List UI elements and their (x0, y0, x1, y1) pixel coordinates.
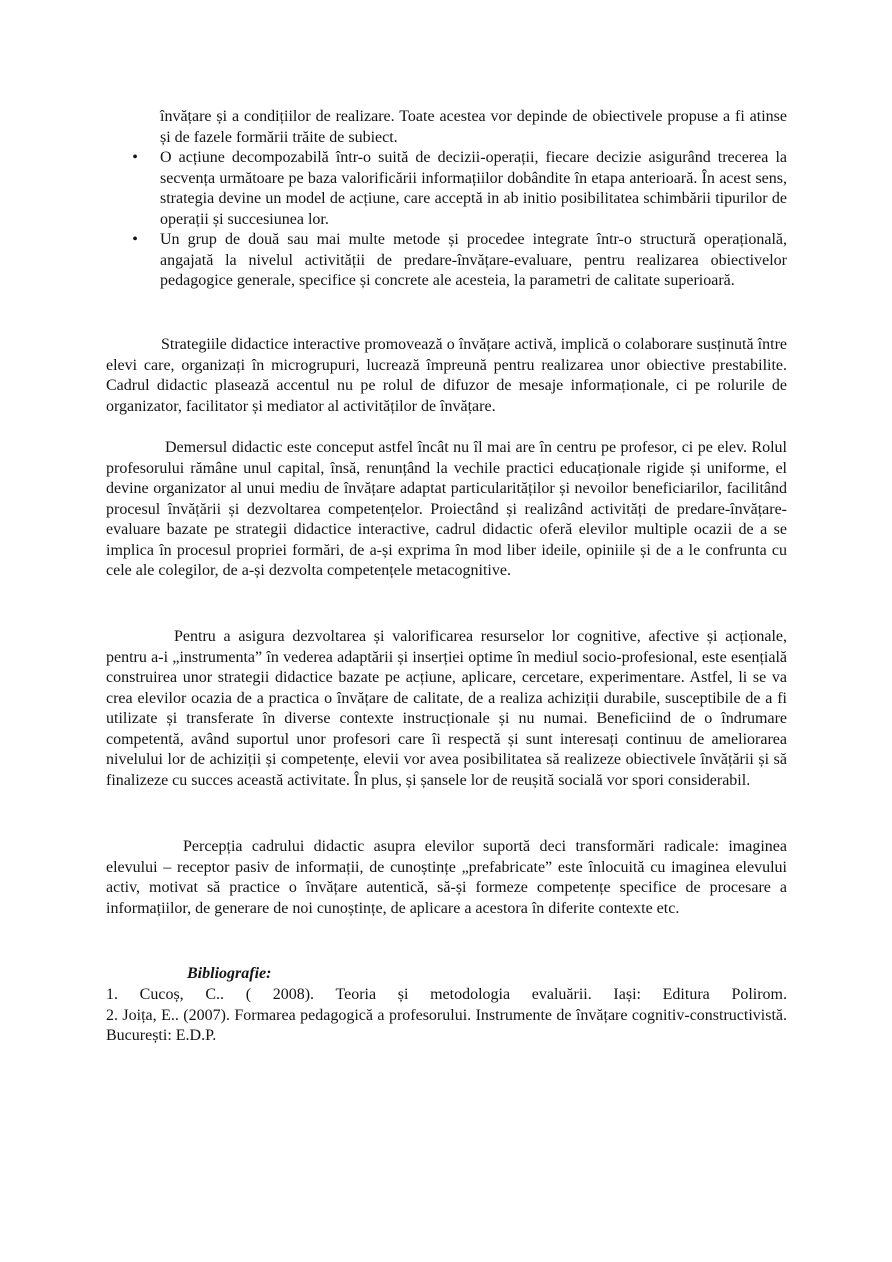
paragraph: Pentru a asigura dezvoltarea și valorificarea resurselor lor cognitive, afective și acționale, pentru a-i „instrumenta” în vederea adaptării și inserției optime în mediul socio-profesional, este esențială construirea unor strategii didactice bazate pe acțiune, aplicare, cercetare, experimentare. Astfel, li se va crea elevilor ocazia de a practica o învățare de calitate, de a realiza achiziții durabile, susceptibile de a fi utilizate și transferate în diverse contexte instrucționale și nu numai. Beneficiind de o îndrumare competentă, având suportul unor profesori care îi respectă și sunt interesați continuu de ameliorarea nivelului lor de achiziții și competențe, elevii vor avea posibilitatea să realizeze obiectivele învățării și să finalizeze cu succes această activitate. În plus, și șansele lor de reușită socială vor spori considerabil. (106, 628, 787, 789)
bullet-continuation: învățare și a condițiilor de realizare. Toate acestea vor depinde de obiectivele propuse a fi atinse și de fazele formării trăite de subiect. (160, 108, 787, 146)
bullet-text: O acțiune decompozabilă într-o suită de decizii-operații, fiecare decizie asigurând trecerea la secvența următoare pe baza valorificării informațiilor dobândite în etapa anterioară. În acest sens, strategia devine un model de acțiune, care acceptă in ab initio posibilitatea schimbării tipurilor de operații și succesiunea lor. (160, 149, 787, 228)
bibliography-entry: 1. Cucoș, C.. ( 2008). Teoria și metodologia evaluării. Iași: Editura Polirom. (106, 986, 787, 1003)
bullet-text: Un grup de două sau mai multe metode și procedee integrate într-o structură operațională, angajată la nivelul activității de predare-învățare-evaluare, pentru realizarea obiectivelor pedagogice generale, specifice și concrete ale acesteia, la parametri de calitate superioară. (160, 231, 787, 289)
bullet-marker: • (132, 149, 138, 166)
paragraph: Strategiile didactice interactive promovează o învățare activă, implică o colaborare susținută între elevi care, organizați în microgrupuri, lucrează împreună pentru realizarea unor obiective prestabilite. Cadrul didactic plasează accentul nu pe rolul de difuzor de mesaje informaționale, ci pe rolurile de organizator, facilitator și mediator al activităților de învățare. (106, 336, 787, 415)
paragraph: Demersul didactic este conceput astfel încât nu îl mai are în centru pe profesor, ci pe elev. Rolul profesorului rămâne unul capital, însă, renunțând la vechile practici educaționale rigide și uniforme, el devine organizator al unui mediu de învățare adaptat particularităților și nevoilor beneficiarilor, facilitând procesul învățării și dezvoltarea competențelor. Proiectând și realizând activități de predare-învățare-evaluare bazate pe strategii didactice interactive, cadrul didactic oferă elevilor multiple ocazii de a se implica în procesul propriei formări, de a-și exprima în mod liber ideile, opiniile și de a le confrunta cu cele ale colegilor, de a-și dezvolta competențele metacognitive. (106, 439, 787, 579)
bullet-marker: • (132, 231, 138, 248)
bibliography-title: Bibliografie: (187, 965, 272, 982)
bullet-list (106, 107, 787, 292)
bibliography-entry: 2. Joița, E.. (2007). Formarea pedagogică a profesorului. Instrumente de învățare cognitiv-constructivistă. București: E.D.P. (106, 1006, 787, 1044)
bibliography-list (106, 985, 787, 1047)
bullet-item (106, 230, 787, 292)
paragraph: Percepția cadrului didactic asupra elevilor suportă deci transformări radicale: imaginea elevului – receptor pasiv de informații, de cunoștințe „prefabricate” este înlocuită cu imaginea elevului activ, motivat să practice o învățare autentică, să-și formeze competențe specifice de procesare a informațiilor, de generare de noi cunoștințe, de aplicare a acestora în diferite contexte etc. (106, 838, 787, 917)
bullet-item (106, 148, 787, 230)
